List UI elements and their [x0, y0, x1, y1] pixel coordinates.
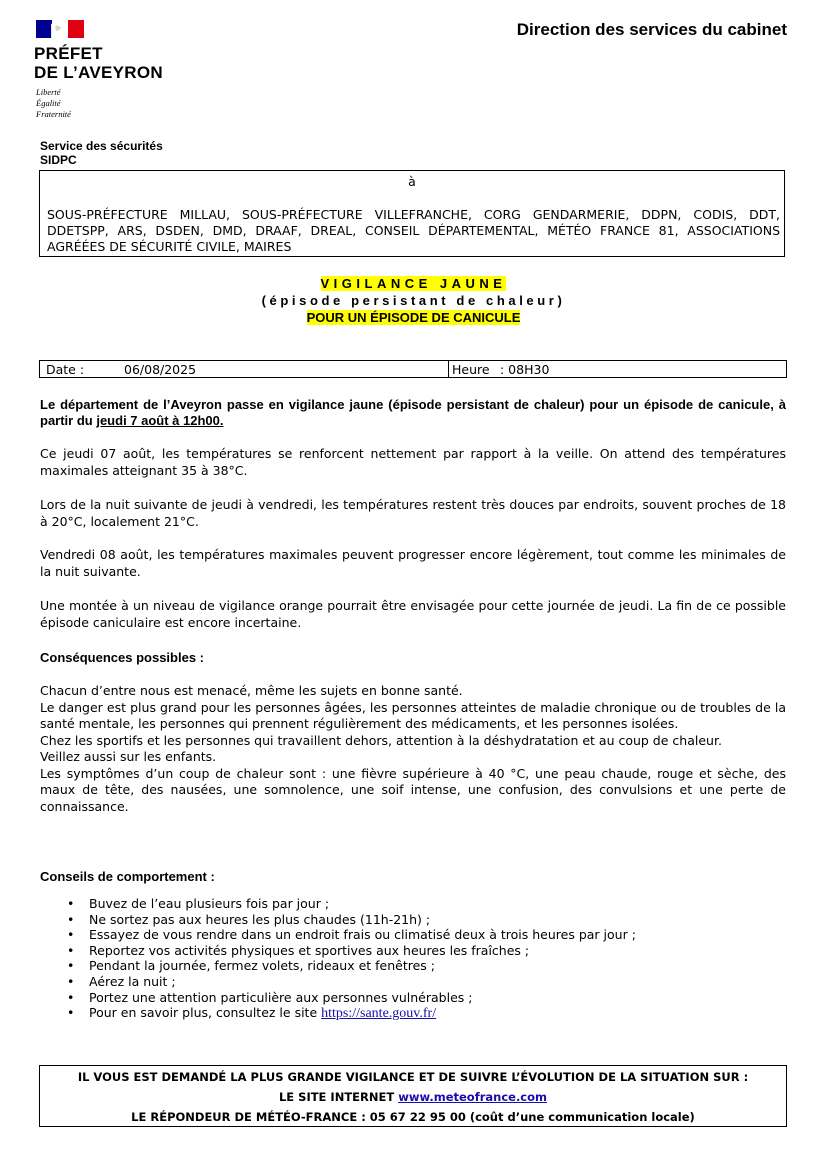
- advice-list: [40, 896, 636, 1022]
- devise-liberte: Liberté: [36, 87, 61, 97]
- list-item: • Ne sortez pas aux heures les plus chaudes (11h-21h) ;: [40, 912, 636, 928]
- prefecture-logo-text: [34, 44, 163, 82]
- footer-box: [39, 1065, 787, 1127]
- list-item: • Portez une attention particulière aux personnes vulnérables ;: [40, 990, 636, 1006]
- devise-egalite: Égalité: [36, 98, 61, 108]
- consequences-heading: Conséquences possibles :: [40, 650, 204, 665]
- date-value: 06/08/2025: [124, 362, 197, 377]
- meteofrance-link[interactable]: www.meteofrance.com: [398, 1090, 548, 1104]
- recipients-list: SOUS-PRÉFECTURE MILLAU, SOUS-PRÉFECTURE VILLEFRANCHE, CORG GENDARMERIE, DDPN, CODIS, DDT, DDETSPP, ARS, DSDEN, DMD, DRAAF, DREAL, CONSEIL DÉPARTEMENTAL, MÉTÉO FRANCE 81, ASSOCIATIONS AGRÉÉES DE SÉCURITÉ CIVILE, MAIRES: [47, 207, 780, 254]
- list-item: • Buvez de l’eau plusieurs fois par jour ;: [40, 896, 636, 912]
- devise: [36, 87, 71, 120]
- service-name: Service des sécurités: [40, 139, 163, 153]
- list-item: • Essayez de vous rendre dans un endroit frais ou climatisé deux à trois heures par jour ;: [40, 927, 636, 943]
- vigilance-title-text: VIGILANCE JAUNE: [320, 276, 507, 291]
- consequence-line: Chacun d’entre nous est menacé, même les sujets en bonne santé.: [40, 683, 463, 698]
- recipients-box: [39, 170, 785, 257]
- date-time-table: [39, 360, 787, 378]
- list-item: • Reportez vos activités physiques et sportives aux heures les fraîches ;: [40, 943, 636, 959]
- footer-line-3: LE RÉPONDEUR DE MÉTÉO-FRANCE : 05 67 22 95 00 (coût d’une communication locale): [131, 1110, 695, 1124]
- paragraph-1: Ce jeudi 07 août, les températures se renforcent nettement par rapport à la veille. On attend des températures maximales atteignant 35 à 38°C.: [40, 446, 786, 478]
- consequence-line: Les symptômes d’un coup de chaleur sont : une fièvre supérieure à 40 °C, une peau chaude, rouge et sèche, des maux de tête, des nausées, une somnolence, une soif intense, une confusion, des convulsions et une perte de connaissance.: [40, 765, 786, 814]
- devise-fraternite: Fraternité: [36, 109, 71, 119]
- paragraph-3: Vendredi 08 août, les températures maximales peuvent progresser encore légèrement, tout comme les minimales de la nuit suivante.: [40, 547, 786, 579]
- list-item: • Aérez la nuit ;: [40, 974, 636, 990]
- vigilance-type: [0, 310, 827, 325]
- recipients-a: à: [408, 174, 416, 189]
- paragraph-2: Lors de la nuit suivante de jeudi à vendredi, les températures restent très douces par endroits, souvent proches de 18 à 20°C, localement 21°C.: [40, 497, 786, 529]
- heure-value: : 08H30: [500, 362, 550, 377]
- vigilance-title: [0, 276, 827, 291]
- consequence-line: Veillez aussi sur les enfants.: [40, 749, 217, 764]
- lead-text: Le département de l’Aveyron passe en vigilance jaune (épisode persistant de chaleur) pour un épisode de canicule, à partir du: [40, 397, 786, 428]
- vigilance-subtitle: (épisode persistant de chaleur): [261, 293, 566, 308]
- vigilance-type-text: POUR UN ÉPISODE DE CANICULE: [306, 310, 521, 325]
- advice-heading: Conseils de comportement :: [40, 869, 215, 884]
- heure-label: Heure: [452, 362, 490, 377]
- marianne-flag-logo: [36, 20, 84, 38]
- sante-gouv-link[interactable]: https://sante.gouv.fr/: [321, 1006, 437, 1022]
- consequence-line: Le danger est plus grand pour les personnes âgées, les personnes atteintes de maladie chronique ou de troubles de la santé mentale, les personnes qui prennent régulièrement des médicaments, et les personnes isolées.: [40, 699, 786, 731]
- service-block: [40, 139, 163, 167]
- date-cell: [40, 361, 449, 377]
- direction-title: Direction des services du cabinet: [516, 20, 787, 39]
- footer-line-2: [40, 1087, 786, 1107]
- list-item: [40, 1005, 636, 1022]
- paragraph-4: Une montée à un niveau de vigilance orange pourrait être envisagée pour cette journée de jeudi. La fin de ce possible épisode caniculaire est encore incertaine.: [40, 598, 786, 630]
- list-item: • Pendant la journée, fermez volets, rideaux et fenêtres ;: [40, 958, 636, 974]
- footer-line-1: IL VOUS EST DEMANDÉ LA PLUS GRANDE VIGILANCE ET DE SUIVRE L’ÉVOLUTION DE LA SITUATION SUR :: [77, 1070, 749, 1084]
- lead-date: jeudi 7 août à 12h00.: [96, 413, 224, 428]
- service-code: SIDPC: [40, 153, 77, 167]
- consequence-line: Chez les sportifs et les personnes qui travaillent dehors, attention à la déshydratation et au coup de chaleur.: [40, 732, 722, 748]
- logo-line-2: DE L’AVEYRON: [34, 63, 163, 82]
- advice-link-intro: Pour en savoir plus, consultez le site: [89, 1005, 322, 1021]
- lead-paragraph: [40, 397, 786, 429]
- logo-line-1: PRÉFET: [34, 44, 103, 63]
- footer-site-label: LE SITE INTERNET: [278, 1090, 399, 1104]
- date-label: Date :: [46, 362, 85, 377]
- consequences-text: [40, 683, 786, 815]
